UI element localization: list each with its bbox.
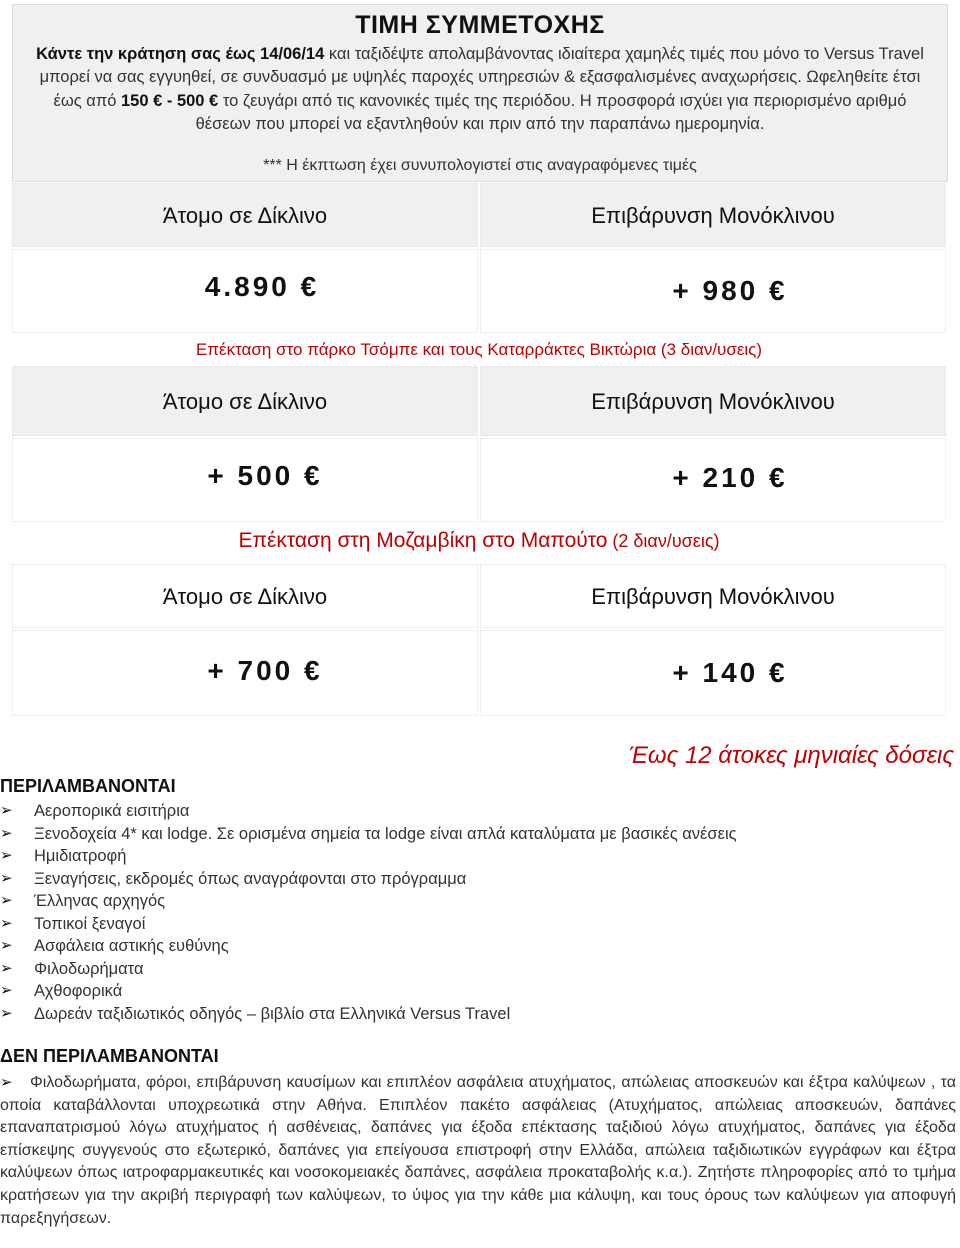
page-title: ΤΙΜΗ ΣΥΜΜΕΤΟΧΗΣ: [355, 11, 605, 39]
extension-2-title-main: Επέκταση στη Μοζαμβίκη στο Μαπούτο: [238, 529, 608, 552]
main-col1-label: Άτομο σε Δίκλινο: [162, 203, 328, 228]
not-included-paragraph: [0, 1072, 956, 1230]
ext2-col2-header: [480, 564, 946, 628]
list-item: [0, 935, 737, 958]
arrowhead-bullet-icon: ➢: [0, 1004, 13, 1022]
intro-text-1: και ταξιδέψτε απολαμβάνοντας ιδιαίτερα χαμηλές τιμές που μόνο το: [324, 45, 824, 63]
extension-2-title-suffix: (2 διαν/υσεις): [607, 531, 720, 551]
included-item-text: Δωρεάν ταξιδιωτικός οδηγός – βιβλίο στα Ελληνικά Versus Travel: [34, 1004, 511, 1023]
list-item: [0, 1003, 737, 1026]
arrowhead-bullet-icon: ➢: [0, 802, 13, 819]
list-item: [0, 823, 737, 846]
intro-prefix: Κάντε την κράτηση σας έως: [36, 45, 261, 63]
not-included-text: Φιλοδωρήματα, φόροι, επιβάρυνση καυσίμων και επιπλέον ασφάλεια ατυχήματος, απώλειας αποσκευών και έξτρα καλύψεων , τα οποία καταβάλλονται υποχρεωτικά στην Αθήνα. Επιπλέον πακέτο ασφάλειας (Ατυχήματος, απώλειας αποσκευών, δαπάνες επαναπατρισμού λόγω ατυχήματος ή ασθένειας, δαπάνες για έξοδα επέκτασης ταξιδιού λόγω ατυχήματος, δαπάνες για έξοδα επίσκεψης συγγενούς στο εξωτερικό, δαπάνες για επείγουσα επιστροφή στην Ελλάδα, απώλεια ταξιδιωτικών εγγράφων και έξτρα καλύψεων όπως ιατροφαρμακευτικές και νοσοκομειακές δαπάνες, ασφάλεια προκαταβολής κ.α.). Ζητήστε πληροφορίες από το τμήμα κρατήσεων για την ακριβή περιγραφή των καλύψεων, το ύψος για την κάθε μια κάλυψη, και τους όρους των καλύψεων για αποφυγή παρεξηγήσεων.: [0, 1074, 956, 1227]
main-double-price: 4.890 €: [204, 271, 320, 302]
main-col2-header: [480, 183, 946, 247]
ext2-col1-header: [12, 564, 478, 628]
arrowhead-bullet-icon: ➢: [0, 847, 13, 864]
list-item: [0, 868, 737, 891]
ext1-col1-label: Άτομο σε Δίκλινο: [162, 389, 328, 414]
included-item-text: Φιλοδωρήματα: [34, 959, 144, 978]
included-item-text: Τοπικοί ξεναγοί: [34, 914, 146, 933]
included-item-text: Αχθοφορικά: [34, 982, 123, 1000]
included-item-text: Ξενοδοχεία 4* και lodge. Σε ορισμένα σημεία τα lodge είναι απλά καταλύματα με βασικές ανέσεις: [34, 824, 737, 843]
arrowhead-bullet-icon: ➢: [0, 937, 13, 954]
ext1-single-supplement: + 210 €: [672, 462, 788, 493]
ext1-col1-header: [12, 366, 478, 436]
brand-name: Versus Travel: [823, 45, 924, 63]
arrowhead-bullet-icon: ➢: [0, 892, 13, 909]
arrowhead-bullet-icon: ➢: [0, 982, 13, 999]
main-col1-header: [12, 183, 478, 247]
included-item-text: Έλληνας αρχηγός: [34, 892, 166, 910]
arrowhead-bullet-icon: ➢: [0, 824, 13, 842]
included-title: ΠΕΡΙΛΑΜΒΑΝΟΝΤΑΙ: [0, 776, 176, 796]
list-item: [0, 913, 737, 936]
ext2-single-supplement: + 140 €: [672, 657, 788, 688]
list-item: [0, 980, 737, 1003]
included-item-text: Αεροπορικά εισιτήρια: [34, 802, 190, 820]
list-item: [0, 890, 737, 913]
included-list: [0, 800, 737, 1025]
arrowhead-bullet-icon: ➢: [0, 1074, 13, 1091]
installments-offer: Έως 12 άτοκες μηνιαίες δόσεις: [628, 742, 954, 769]
ext1-col2-label: Επιβάρυνση Μονόκλινου: [591, 389, 835, 414]
main-col2-label: Επιβάρυνση Μονόκλινου: [591, 203, 835, 228]
discount-note: *** Η έκπτωση έχει συνυπολογιστεί στις αναγραφόμενες τιμές: [263, 157, 697, 174]
ext1-col2-header: [480, 366, 946, 436]
arrowhead-bullet-icon: ➢: [0, 959, 13, 977]
ext2-col2-label: Επιβάρυνση Μονόκλινου: [591, 584, 835, 609]
booking-deadline: 14/06/14: [260, 45, 325, 63]
arrowhead-bullet-icon: ➢: [0, 914, 13, 932]
intro-text-2: μπορεί να σας εγγυηθεί, σε συνδυασμό με υψηλές παροχές υπηρεσιών & εξασφαλισμένες αναχωρήσεις. Ωφεληθείτε έτσι έως από: [39, 68, 921, 110]
intro-paragraph: [27, 43, 933, 137]
extension-1-title: Επέκταση στο πάρκο Τσόμπε και τους Καταρράκτες Βικτώρια (3 διαν/υσεις): [195, 340, 763, 359]
extension-2-title: [12, 529, 946, 553]
included-item-text: Ημιδιατροφή: [34, 847, 127, 865]
list-item: [0, 958, 737, 981]
arrowhead-bullet-icon: ➢: [0, 869, 13, 887]
price-header-box: [12, 4, 948, 182]
discount-range: 150 € - 500 €: [120, 91, 219, 110]
ext2-col1-label: Άτομο σε Δίκλινο: [162, 584, 328, 609]
included-item-text: Ξεναγήσεις, εκδρομές όπως αναγράφονται στο πρόγραμμα: [34, 869, 467, 888]
main-single-supplement: + 980 €: [672, 275, 788, 306]
ext2-double-price: + 700 €: [207, 655, 323, 686]
list-item: [0, 800, 737, 823]
included-item-text: Ασφάλεια αστικής ευθύνης: [34, 937, 229, 955]
not-included-title: ΔΕΝ ΠΕΡΙΛΑΜΒΑΝΟΝΤΑΙ: [0, 1046, 219, 1066]
intro-text-3: το ζευγάρι από τις κανονικές τιμές της περιόδου. Η προσφορά ισχύει για περιορισμένο αριθμό θέσεων που μπορεί να εξαντληθούν και πριν από την παραπάνω ημερομηνία.: [195, 91, 907, 134]
ext1-double-price: + 500 €: [207, 460, 323, 491]
list-item: [0, 845, 737, 868]
